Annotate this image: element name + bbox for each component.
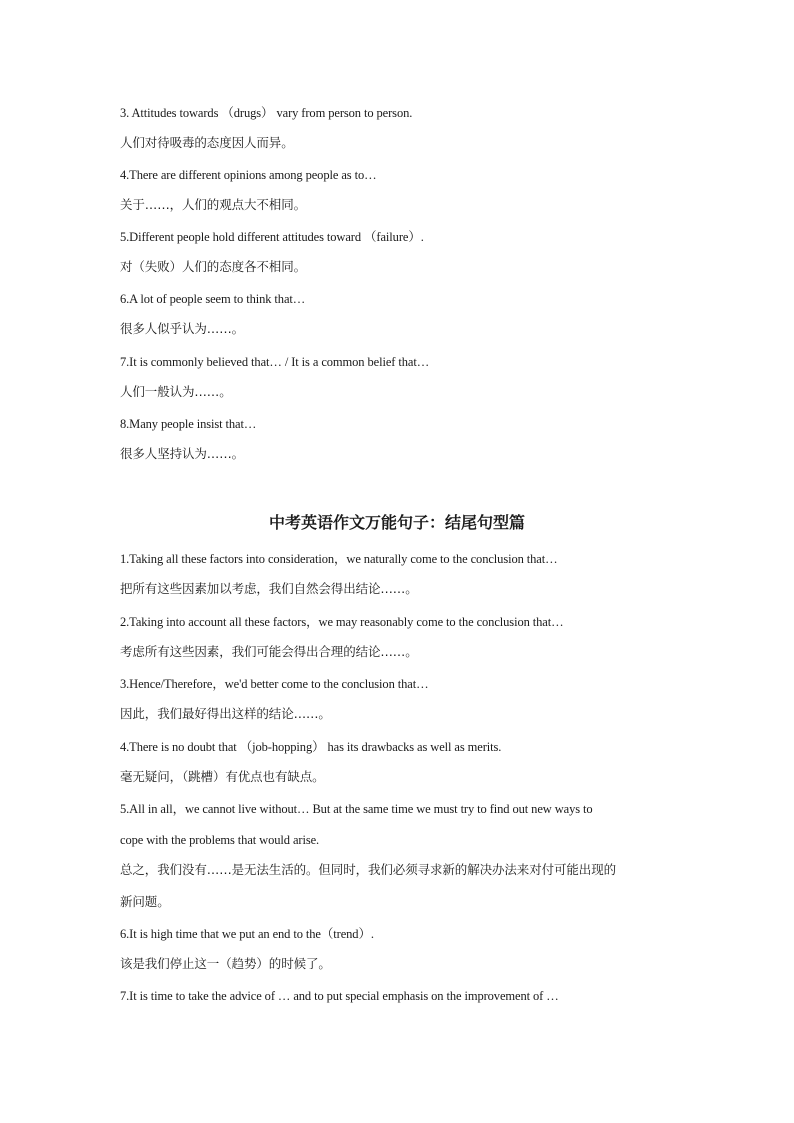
ending-5-en-cont: cope with the problems that would arise.	[120, 833, 320, 847]
ending-7-en: 7.It is time to take the advice of … and to put special emphasis on the improvement of …	[120, 989, 559, 1003]
phrase-7-cn: 人们一般认为……。	[120, 384, 232, 399]
phrase-4-cn: 关于……，人们的观点大不相同。	[120, 197, 307, 212]
phrase-7-en: 7.It is commonly believed that… / It is a common belief that…	[120, 355, 430, 369]
phrase-6-en: 6.A lot of people seem to think that…	[120, 292, 306, 306]
phrase-4-en: 4.There are different opinions among people as to…	[120, 168, 377, 182]
section-heading: 中考英语作文万能句子：结尾句型篇	[268, 513, 525, 532]
ending-4-en: 4.There is no doubt that （job-hopping） has its drawbacks as well as merits.	[120, 740, 502, 754]
ending-5-en: 5.All in all，we cannot live without… But at the same time we must try to find out new ways to	[120, 802, 593, 816]
ending-3-en: 3.Hence/Therefore，we'd better come to the conclusion that…	[120, 677, 429, 691]
ending-5-cn: 总之，我们没有……是无法生活的。但同时，我们必须寻求新的解决办法来对付可能出现的	[120, 862, 617, 877]
ending-2-en: 2.Taking into account all these factors，we may reasonably come to the conclusion that…	[120, 615, 564, 629]
ending-2-cn: 考虑所有这些因素，我们可能会得出合理的结论……。	[120, 644, 418, 659]
phrase-6-cn: 很多人似乎认为……。	[120, 321, 245, 336]
phrase-8-en: 8.Many people insist that…	[120, 417, 257, 431]
ending-6-en: 6.It is high time that we put an end to the（trend）.	[120, 927, 374, 941]
ending-3-cn: 因此，我们最好得出这样的结论……。	[120, 706, 331, 721]
ending-6-cn: 该是我们停止这一（趋势）的时候了。	[120, 956, 331, 971]
ending-1-cn: 把所有这些因素加以考虑，我们自然会得出结论……。	[120, 581, 418, 596]
phrase-5-en: 5.Different people hold different attitudes toward （failure）.	[120, 230, 424, 244]
phrase-8-cn: 很多人坚持认为……。	[120, 446, 245, 461]
ending-1-en: 1.Taking all these factors into consideration，we naturally come to the conclusion that…	[120, 552, 558, 566]
ending-4-cn: 毫无疑问，（跳槽）有优点也有缺点。	[120, 769, 325, 784]
phrase-3-en: 3. Attitudes towards （drugs） vary from person to person.	[120, 106, 413, 120]
ending-5-cn-cont: 新问题。	[120, 894, 170, 909]
phrase-3-cn: 人们对待吸毒的态度因人而异。	[120, 135, 294, 150]
phrase-5-cn: 对（失败）人们的态度各不相同。	[120, 259, 307, 274]
